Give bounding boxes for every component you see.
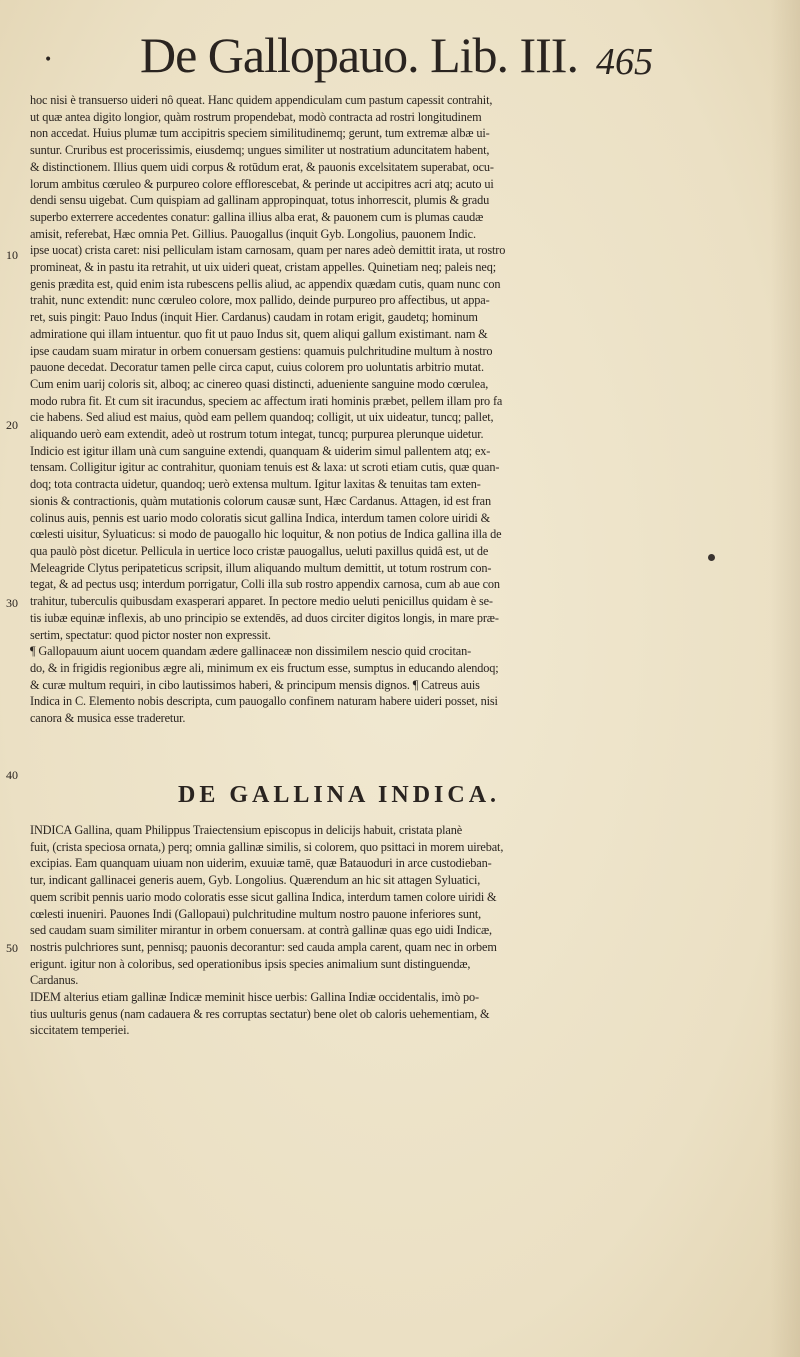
text-line: Meleagride Clytus peripateticus scripsit, illum aliquando multum demittit, ut totum rostrum con- [30,560,492,575]
text-line: sed caudam suam similiter mirantur in orbem conuersam. at contrà gallinæ quas ego uidi Indicæ, [30,923,492,938]
text-line: sertim, spectatur: quod pictor noster non expressit. [30,627,271,642]
text-line: excipias. Eam quanquam uiuam non uiderim, exuuiæ tamē, quæ Batauoduri in arce custodieban- [30,856,492,871]
text-line: qua paulò pòst dicetur. Pellicula in uertice loco cristæ pauogallus, ueluti paxillus quidâ est, ut de [30,543,489,558]
text-line: cœlesti uisitur, Syluaticus: si modo de pauogallo hic loquitur, & non potius de Indica gallina illa de [30,527,502,542]
ink-spot [708,554,715,561]
text-line: sionis & contractionis, quàm mutationis colorum causæ sunt, Hæc Cardanus. Attagen, id est fran [30,493,491,508]
text-line: Indica in C. Elemento nobis descripta, cum pauogallo confinem naturam habere uideri posset, nisi [30,694,498,709]
dot-mark: • [44,52,53,68]
text-line: do, & in frigidis regionibus ægre ali, minimum ex eis fructum esse, sumptus in educando alendoq; [30,660,499,675]
text-line: erigunt. igitur non à coloribus, sed operationibus ipsis species animalium sunt distinguendæ, [30,956,471,971]
text-line: tur, indicant gallinacei generis auem, Gyb. Longolius. Quærendum an hic sit attagen Syluatici, [30,873,481,888]
text-line: & curæ multum requiri, in cibo lautissimos haberi, & principum mensis dignos. ¶ Catreus auis [30,677,480,692]
text-line: modo rubra fit. Et cum sit iracundus, speciem ac affectum irati hominis præbet, pellem illam pro fa [30,393,503,408]
text-line: colinus auis, pennis est uario modo coloratis sicut gallina Indica, interdum tamen colore uiridi & [30,510,490,525]
text-line: fuit, (crista speciosa ornata,) perq; omnia gallinæ similis, si colorem, quo psittaci in morem uirebat, [30,839,504,854]
running-head-title: De Gallopauo. Lib. III. [140,27,578,83]
text-line: tius uulturis genus (nam cadauera & res corruptas sectatur) bene olet ob caloris uehementiam, & [30,1006,490,1021]
text-line: cœlesti inueniri. Pauones Indi (Gallopaui) pulchritudine multum nostro pauone inferiores sunt, [30,906,482,921]
text-line: doq; tota contracta uidetur, quandoq; uerò extensa multum. Igitur laxitas & tenuitas tam exten- [30,477,481,492]
main-text-block [30,92,670,727]
text-line: aliquando uerò eam extendit, adeò ut rostrum totum integat, tuncq; purpurea plerunque uidetur. [30,427,484,442]
page-number: 465 [596,41,653,83]
section-text-block [30,822,670,1039]
text-line: quem scribit pennis uario modo coloratis esse sicut gallina Indica, interdum tamen colore uiridi & [30,889,497,904]
text-line: non accedat. Huius plumæ tum accipitris speciem similitudinemq; gerunt, tum extremæ albæ ui- [30,126,490,141]
text-line: ret, suis pingit: Pauo Indus (inquit Hier. Cardanus) caudam in rotam erigit, gaudetq; hominum [30,310,478,325]
page-edge-shadow [770,0,800,1357]
margin-line-number: 40 [6,768,18,782]
running-head [0,24,800,94]
text-line: promineat, & in pastu ita retrahit, ut uix uideri queat, cristam appelles. Quinetiam neq; paleis neq; [30,260,497,275]
text-line: & distinctionem. Illius quem uidi corpus & rotūdum erat, & pauonis excelsitatem superabat, ocu- [30,159,494,174]
text-line: nostris pulchriores sunt, pennisq; pauonis decorantur: sed cauda ampla carent, quam nec in orbem [30,939,497,954]
text-line: lorum ambitus cœruleo & purpureo colore efflorescebat, & perinde ut accipitres acri atq; acuto ui [30,176,494,191]
text-line: tensam. Colligitur igitur ac contrahitur, quoniam tenuis est & laxa: ut scroti etiam cutis, quæ quan- [30,460,500,475]
text-line: suntur. Cruribus est procerissimis, eiusdemq; ungues similiter ut nostratium aduncitatem habent, [30,143,490,158]
text-line: trahitur, tuberculis quibusdam exasperari apparet. In pectore medio ueluti penicillus quidam è se- [30,594,493,609]
text-line: superbo exterrere accedentes conatur: gallina illius alba erat, & pauonem cum is plumas caudæ [30,209,484,224]
margin-line-number: 20 [6,418,18,432]
margin-line-number: 10 [6,248,18,262]
text-line: canora & musica esse traderetur. [30,711,186,726]
text-line: cie habens. Sed aliud est maius, quòd eam pellem quandoq; colligit, ut uix uideatur, tuncq; pallet, [30,410,494,425]
text-line: ¶ Gallopauum aiunt uocem quandam ædere gallinaceæ non dissimilem nescio quid crocitan- [30,644,472,659]
text-line: admiratione qui illam intuentur. quo fit ut pauo Indus sit, quem aliqui gallum existimant. nam & [30,326,488,341]
text-line: INDICA Gallina, quam Philippus Traiectensium episcopus in delicijs habuit, cristata planè [30,823,463,837]
text-line: dendi sensu uigebat. Cum quispiam ad gallinam appropinquat, totus inhorrescit, plumis & gradu [30,193,490,208]
text-line: trahit, nunc extendit: nunc cœruleo colore, mox pallido, deinde purpureo pro affectibus, ut appa- [30,293,490,308]
section-title: DE GALLINA INDICA. [178,782,501,808]
text-line: tegat, & ad pectus usq; interdum porrigatur, Colli illa sub rostro appendix carnosa, cum ab aue con [30,577,500,592]
margin-line-number: 30 [6,596,18,610]
text-line: hoc nisi è transuerso uideri nô queat. Hanc quidem appendiculam cum pastum capessit contrahit, [30,93,493,107]
text-line: Cardanus. [30,973,79,988]
text-line: pauone decedat. Decoratur tamen pelle circa caput, cuius colorem pro uoluntatis arbitrio mutat. [30,360,484,375]
text-line: tis iubæ equinæ inflexis, ab uno principio se extendēs, ad duos circiter digitos longis, in mare præ- [30,610,499,625]
text-line: ipse uocat) crista caret: nisi pelliculam istam carnosam, quam per nares adeò demittit irata, ut rostro [30,243,506,258]
margin-line-number: 50 [6,941,18,955]
text-line: amisit, referebat, Hæc omnia Pet. Gillius. Pauogallus (inquit Gyb. Longolius, pauonem Indic. [30,226,476,241]
text-line: siccitatem temperiei. [30,1023,130,1038]
text-line: ut quæ antea digito longior, quàm rostrum propendebat, modò contracta ad rostri longitudinem [30,109,482,124]
text-line: genis prædita est, quid enim ista rubescens pellis aliud, ac appendix quædam cutis, quam nunc con [30,276,501,291]
text-line: Indicio est igitur illam unà cum sanguine extendi, quanquam & uiderim simul pallentem atq; ex- [30,443,491,458]
text-line: IDEM alterius etiam gallinæ Indicæ meminit hisce uerbis: Gallina Indiæ occidentalis, imò po- [30,990,479,1005]
text-line: ipse caudam suam miratur in orbem conuersam gestiens: quamuis pulchritudine multum à nostro [30,343,493,358]
text-line: Cum enim uarij coloris sit, alboq; ac cinereo quasi distincti, adueniente sanguine modo cœrulea, [30,376,489,391]
